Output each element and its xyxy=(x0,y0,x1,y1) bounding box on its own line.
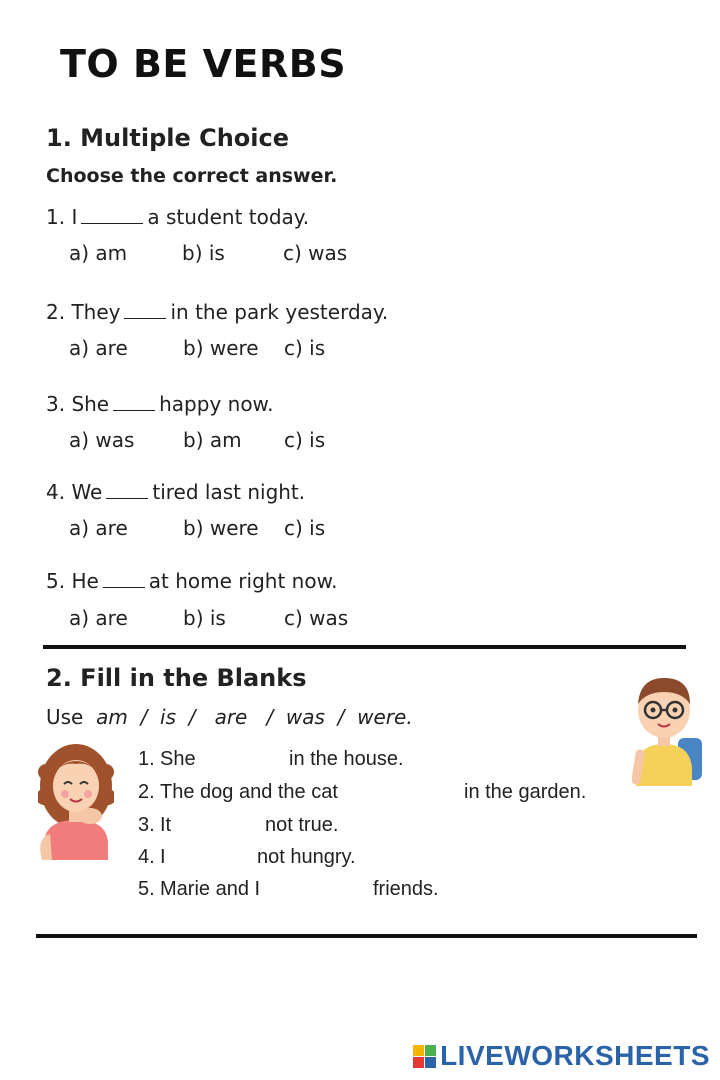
q1-option-c[interactable]: c) was xyxy=(283,241,348,265)
question-3-end: happy now. xyxy=(159,392,274,416)
word-separator: / xyxy=(188,705,196,729)
fill-item-5-start: Marie and I xyxy=(160,878,261,900)
fill-item-number: 5. xyxy=(138,878,155,900)
section1-heading: 1. Multiple Choice xyxy=(46,124,290,152)
question-1-end: a student today. xyxy=(147,205,310,229)
question-4-start: 4. We xyxy=(46,480,103,504)
q1-option-a[interactable]: a) am xyxy=(69,241,128,265)
q1-option-b[interactable]: b) is xyxy=(182,241,225,265)
question-2-start: 2. They xyxy=(46,300,121,324)
q3-option-c[interactable]: c) is xyxy=(284,428,326,452)
section-divider xyxy=(43,645,686,649)
question-1 xyxy=(46,205,309,229)
fill-item-2-end: in the garden. xyxy=(464,781,587,803)
question-2-end: in the park yesterday. xyxy=(170,300,389,324)
boy-illustration xyxy=(632,668,706,788)
question-1-blank[interactable] xyxy=(81,223,143,224)
fill-item-1 xyxy=(138,748,155,771)
fill-item-3-end: not true. xyxy=(265,814,339,836)
fill-item-3-blank[interactable] xyxy=(184,814,260,838)
question-1-start: 1. I xyxy=(46,205,78,229)
q3-option-a[interactable]: a) was xyxy=(69,428,135,452)
word-separator: / xyxy=(337,705,345,729)
logo-mark-icon xyxy=(413,1045,436,1068)
fill-item-4-blank[interactable] xyxy=(172,846,252,870)
word-was: was xyxy=(285,705,325,729)
word-were: were. xyxy=(357,705,413,729)
q4-option-b[interactable]: b) were xyxy=(183,516,259,540)
fill-item-1-blank[interactable] xyxy=(217,748,283,772)
section2-heading: 2. Fill in the Blanks xyxy=(46,664,307,692)
fill-item-number: 1. xyxy=(138,748,155,770)
word-separator: / xyxy=(266,705,274,729)
fill-item-number: 4. xyxy=(138,846,155,868)
question-3-blank[interactable] xyxy=(113,410,155,411)
fill-item-4-end: not hungry. xyxy=(257,846,356,868)
q2-option-b[interactable]: b) were xyxy=(183,336,259,360)
fill-item-number: 3. xyxy=(138,814,155,836)
logo-text: LIVEWORKSHEETS xyxy=(440,1040,710,1071)
question-4 xyxy=(46,480,305,504)
fill-item-1-start: She xyxy=(160,748,196,770)
fill-item-3-start: It xyxy=(160,814,172,836)
section1-instruction: Choose the correct answer. xyxy=(46,165,338,187)
fill-item-5 xyxy=(138,878,155,901)
fill-item-5-end: friends. xyxy=(373,878,439,900)
word-bank xyxy=(46,705,413,729)
word-is: is xyxy=(160,705,177,729)
fill-item-2-blank[interactable] xyxy=(380,781,458,805)
question-2-blank[interactable] xyxy=(124,318,166,319)
question-5-start: 5. He xyxy=(46,569,99,593)
q3-option-b[interactable]: b) am xyxy=(183,428,242,452)
word-are: are xyxy=(214,705,248,729)
question-4-blank[interactable] xyxy=(106,498,148,499)
word-bank-label: Use xyxy=(46,705,84,729)
question-4-end: tired last night. xyxy=(152,480,306,504)
word-am: am xyxy=(96,705,128,729)
q2-option-c[interactable]: c) is xyxy=(284,336,326,360)
fill-item-2 xyxy=(138,781,155,804)
fill-item-3 xyxy=(138,814,155,837)
fill-item-4 xyxy=(138,846,155,869)
q5-option-b[interactable]: b) is xyxy=(183,606,226,630)
bottom-divider xyxy=(36,934,697,938)
girl-illustration xyxy=(38,742,114,864)
q2-option-a[interactable]: a) are xyxy=(69,336,128,360)
q4-option-a[interactable]: a) are xyxy=(69,516,128,540)
question-3 xyxy=(46,392,273,416)
q4-option-c[interactable]: c) is xyxy=(284,516,326,540)
word-separator: / xyxy=(140,705,148,729)
question-5-end: at home right now. xyxy=(148,569,338,593)
question-5-blank[interactable] xyxy=(103,587,145,588)
question-2 xyxy=(46,300,388,324)
fill-item-2-start: The dog and the cat xyxy=(160,781,338,803)
question-5 xyxy=(46,569,337,593)
worksheet-title: TO BE VERBS xyxy=(60,42,347,86)
fill-item-5-blank[interactable] xyxy=(290,878,368,902)
fill-item-number: 2. xyxy=(138,781,155,803)
fill-item-1-end: in the house. xyxy=(289,748,404,770)
q5-option-a[interactable]: a) are xyxy=(69,606,128,630)
fill-item-4-start: I xyxy=(160,846,166,868)
q5-option-c[interactable]: c) was xyxy=(284,606,349,630)
question-3-start: 3. She xyxy=(46,392,110,416)
liveworksheets-logo xyxy=(413,1040,710,1072)
